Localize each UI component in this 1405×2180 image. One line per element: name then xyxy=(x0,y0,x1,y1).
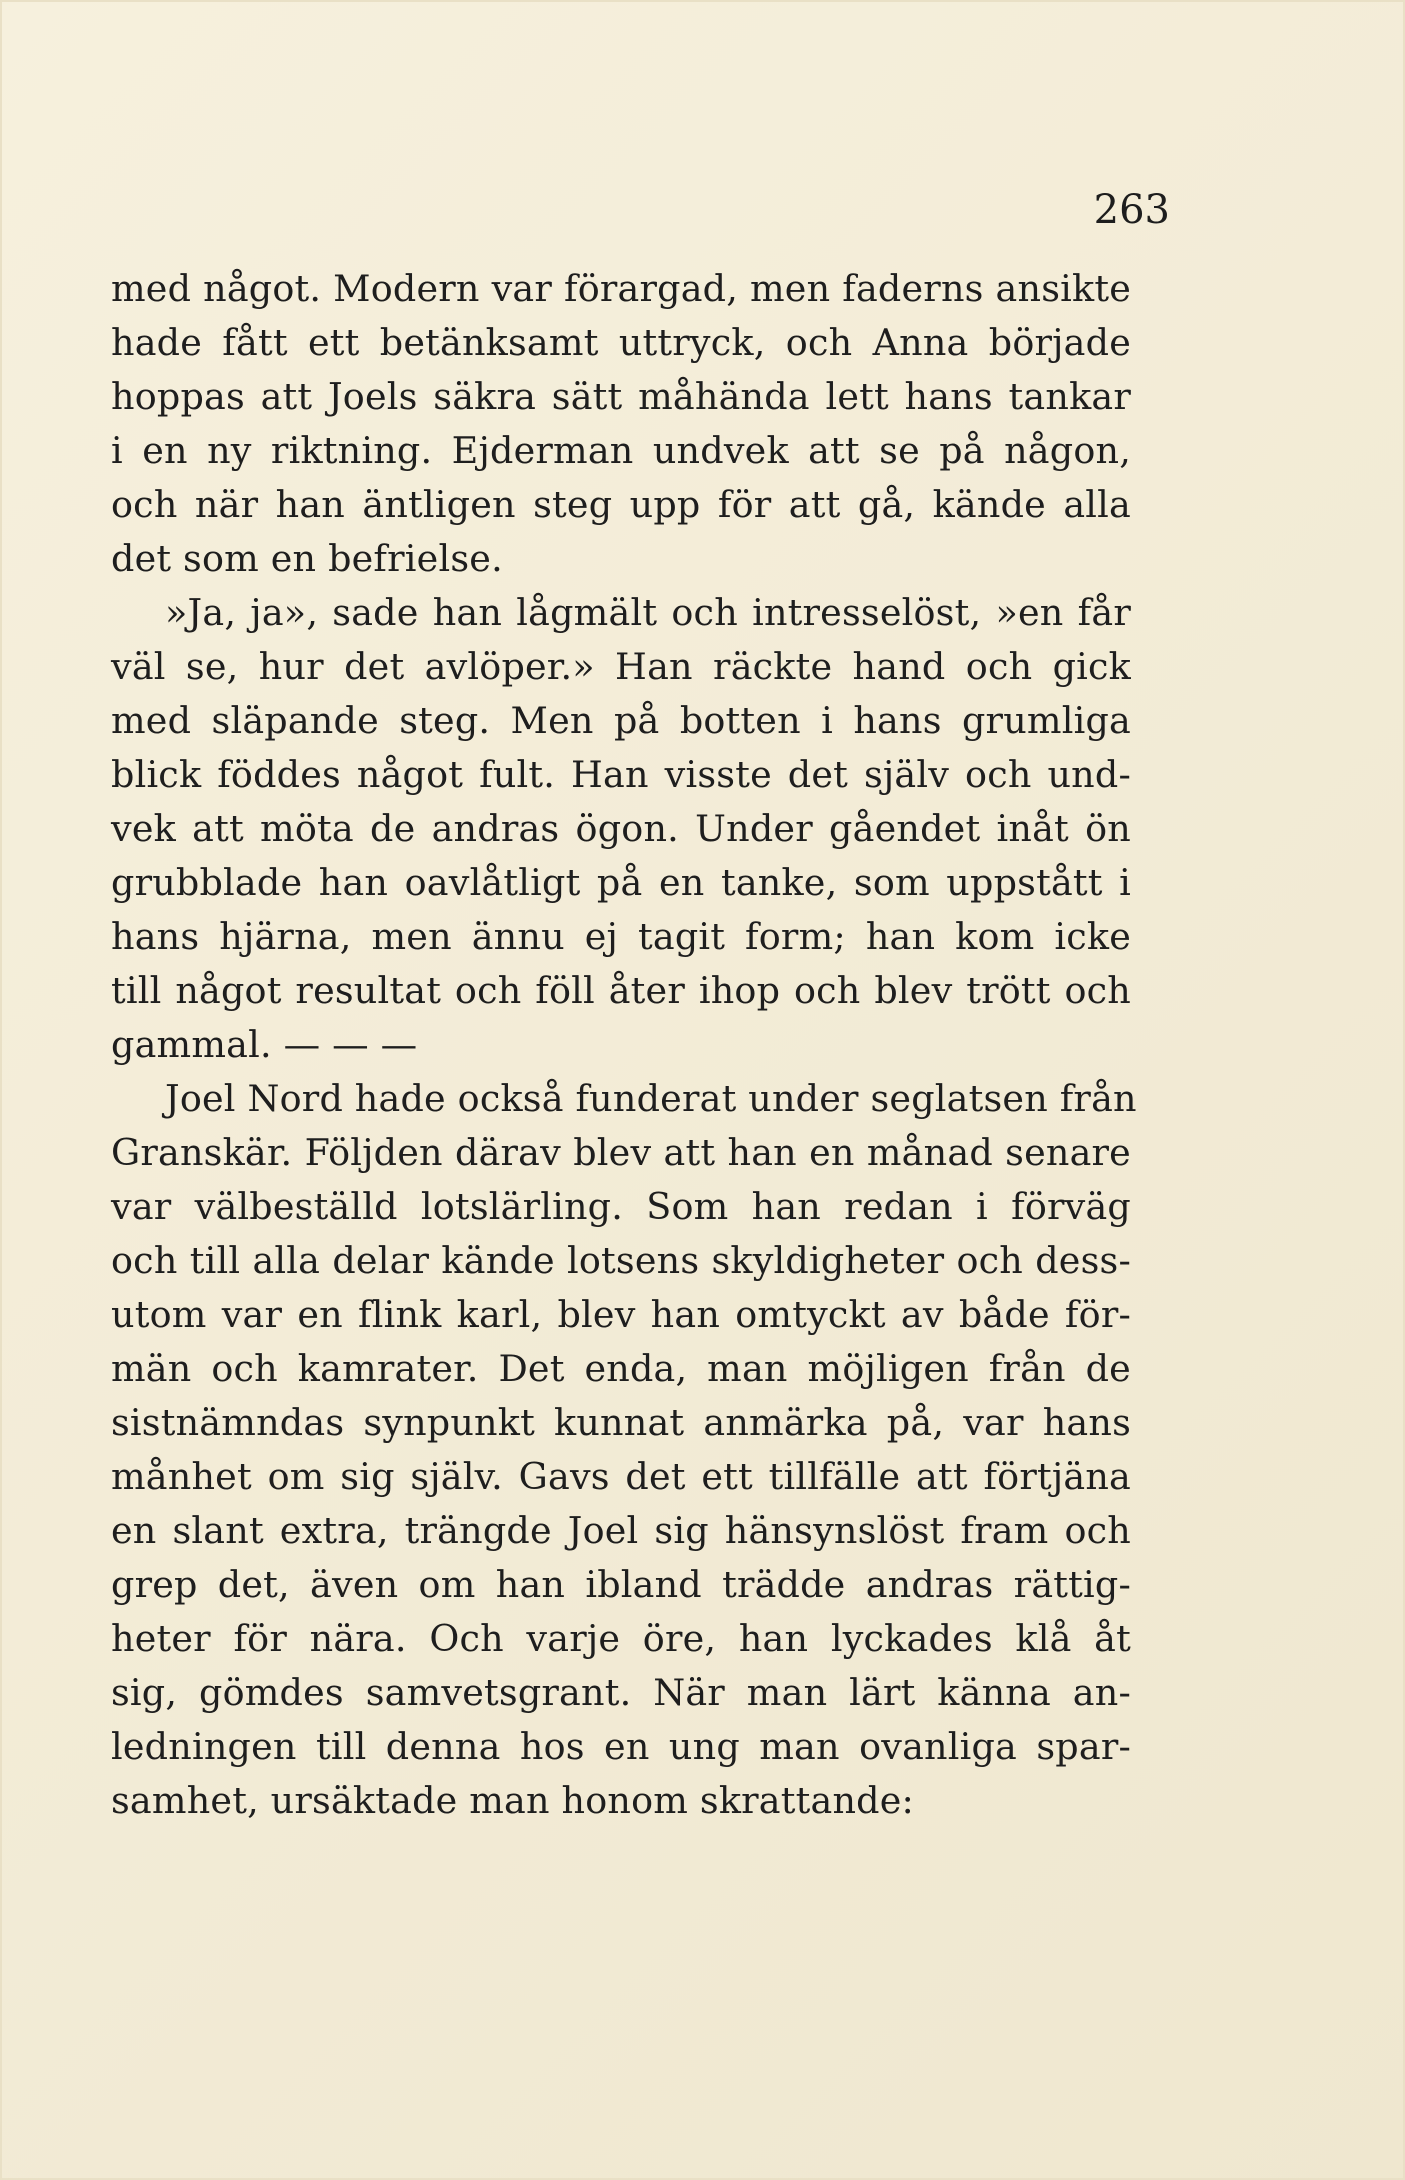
text-line: ledningen till denna hos en ung man ovanliga spar- xyxy=(111,1725,1131,1768)
text-line: hade fått ett betänksamt uttryck, och Anna började xyxy=(111,321,1131,364)
text-line: till något resultat och föll åter ihop och blev trött och xyxy=(111,969,1131,1012)
text-line: samhet, ursäktade man honom skrattande: xyxy=(111,1779,915,1822)
text-line: blick föddes något fult. Han visste det själv och und- xyxy=(111,753,1131,796)
text-line: sig, gömdes samvetsgrant. När man lärt känna an- xyxy=(111,1671,1131,1714)
text-line: med något. Modern var förargad, men faderns ansikte xyxy=(111,267,1131,310)
text-line: vek att möta de andras ögon. Under gåendet inåt ön xyxy=(111,807,1131,850)
page-number: 263 xyxy=(1093,187,1170,233)
text-line: det som en befrielse. xyxy=(111,537,503,580)
text-line: hoppas att Joels säkra sätt måhända lett hans tankar xyxy=(111,375,1131,418)
text-line: Granskär. Följden därav blev att han en månad senare xyxy=(111,1131,1131,1174)
text-line: och när han äntligen steg upp för att gå, kände alla xyxy=(111,483,1131,526)
text-line: grep det, även om han ibland trädde andras rättig- xyxy=(111,1563,1131,1606)
text-line: »Ja, ja», sade han lågmält och intresselöst, »en får xyxy=(165,591,1131,634)
text-line: väl se, hur det avlöper.» Han räckte hand och gick xyxy=(111,645,1131,688)
text-line: sistnämndas synpunkt kunnat anmärka på, var hans xyxy=(111,1401,1131,1444)
text-line: var välbeställd lotslärling. Som han redan i förväg xyxy=(111,1185,1131,1228)
text-line: män och kamrater. Det enda, man möjligen från de xyxy=(111,1347,1131,1390)
text-line: heter för nära. Och varje öre, han lyckades klå åt xyxy=(111,1617,1131,1660)
text-line: en slant extra, trängde Joel sig hänsynslöst fram och xyxy=(111,1509,1131,1552)
text-line: med släpande steg. Men på botten i hans grumliga xyxy=(111,699,1131,742)
text-line: utom var en flink karl, blev han omtyckt av både för- xyxy=(111,1293,1131,1336)
text-line: och till alla delar kände lotsens skyldigheter och dess- xyxy=(111,1239,1131,1282)
text-line: Joel Nord hade också funderat under seglatsen från xyxy=(165,1077,1137,1120)
text-line: hans hjärna, men ännu ej tagit form; han kom icke xyxy=(111,915,1131,958)
text-line: i en ny riktning. Ejderman undvek att se på någon, xyxy=(111,429,1131,472)
text-line: månhet om sig själv. Gavs det ett tillfälle att förtjäna xyxy=(111,1455,1131,1498)
text-line: gammal. — — — xyxy=(111,1023,418,1066)
text-line: grubblade han oavlåtligt på en tanke, som uppstått i xyxy=(111,861,1131,904)
